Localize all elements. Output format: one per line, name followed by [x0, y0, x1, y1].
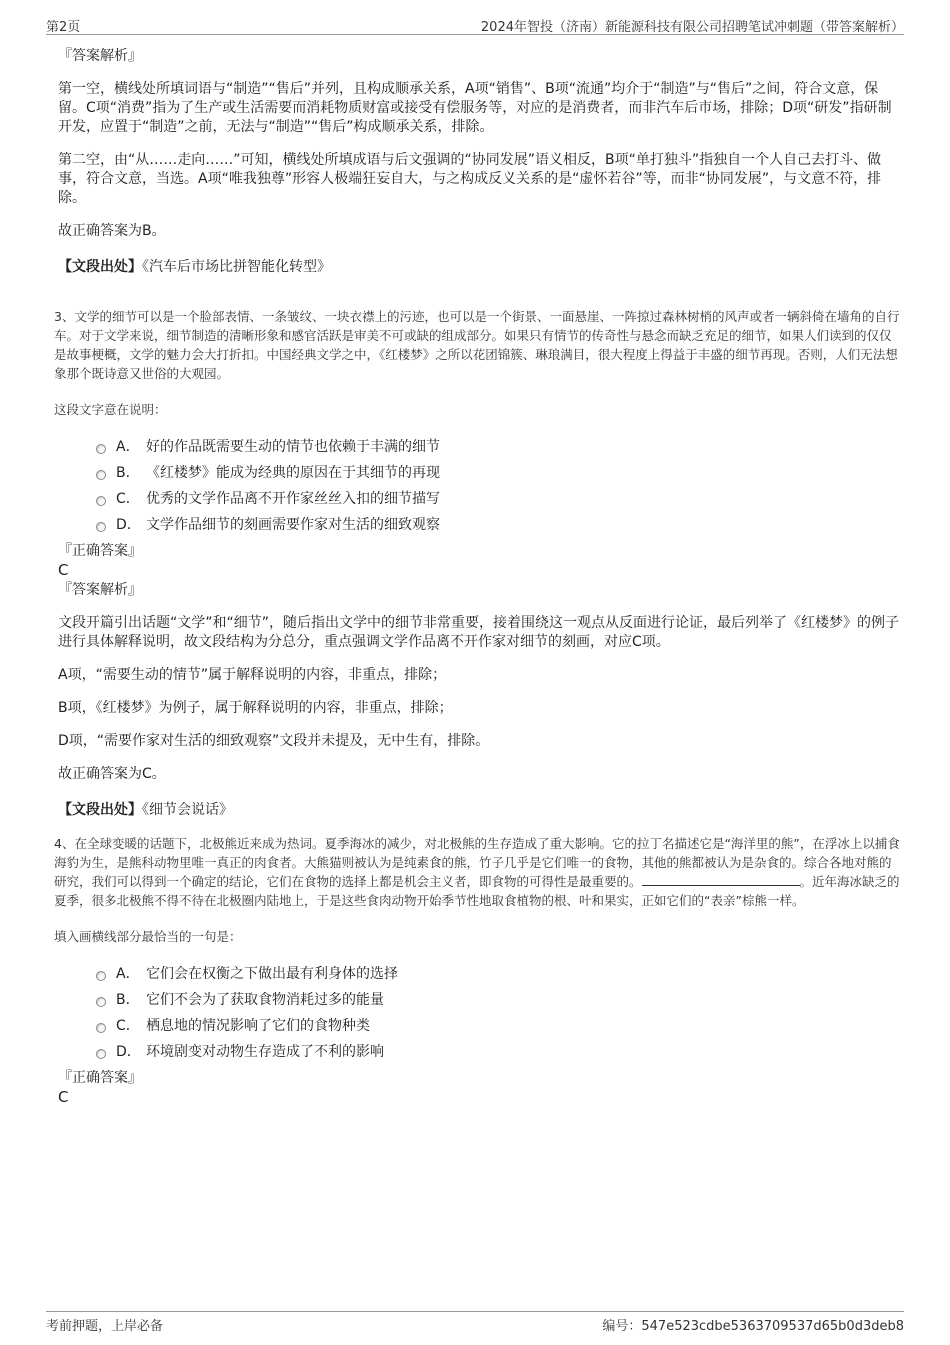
option-text: 优秀的文学作品离不开作家丝丝入扣的细节描写 — [146, 491, 440, 507]
analysis-paragraph: D项，“需要作家对生活的细致观察”文段并未提及，无中生有，排除。 — [58, 733, 490, 749]
source-line — [58, 800, 902, 820]
analysis-paragraph: B项，《红楼梦》为例子，属于解释说明的内容，非重点，排除； — [58, 700, 453, 716]
question-text-after: 。近年海冰缺乏的夏季，很多北极熊不得不待在北极圈内陆地上，于是这些食肉动物开始季节性地取食植物的根、叶和果实，正如它们的“表亲”棕熊一样。 — [54, 874, 900, 908]
question-3 — [54, 307, 902, 820]
correct-answer: C — [58, 1088, 69, 1106]
radio-button[interactable] — [96, 470, 106, 480]
option-c[interactable] — [96, 1012, 902, 1038]
option-letter: B． — [116, 992, 140, 1008]
option-text: 它们会在权衡之下做出最有利身体的选择 — [146, 966, 398, 982]
question-4 — [54, 834, 902, 1107]
option-text: 好的作品既需要生动的情节也依赖于丰满的细节 — [146, 439, 440, 455]
document-code — [602, 1315, 904, 1334]
option-a[interactable] — [96, 960, 902, 986]
question-text — [54, 834, 902, 910]
option-d[interactable] — [96, 1038, 902, 1064]
option-letter: B． — [116, 465, 140, 481]
option-letter: C． — [116, 491, 140, 507]
option-text: 环境剧变对动物生存造成了不利的影响 — [146, 1044, 384, 1060]
analysis-paragraph: 第一空，横线处所填词语与“制造”“售后”并列，且构成顺承关系，A项“销售”、B项“流通”均介于“制造”与“售后”之间，符合文意，保留。C项“消费”指为了生产或生活需要而消耗物质财富或接受有偿服务等，对应的是消费者，而非汽车后市场，排除；D项“研发”指研制开发，应置于“制造”之前，无法与“制造”“售后”构成顺承关系，排除。 — [58, 81, 892, 135]
option-text: 《红楼梦》能成为经典的原因在于其细节的再现 — [146, 465, 440, 481]
question-prompt: 填入画横线部分最恰当的一句是： — [54, 929, 242, 944]
conclusion: 故正确答案为C。 — [58, 766, 166, 782]
source-title: 《细节会说话》 — [142, 802, 233, 818]
option-b[interactable] — [96, 459, 902, 485]
radio-button[interactable] — [96, 1049, 106, 1059]
source-line — [58, 257, 902, 277]
option-letter: C． — [116, 1018, 140, 1034]
option-a[interactable] — [96, 433, 902, 459]
analysis-paragraph: 第二空，由“从……走向……”可知，横线处所填成语与后文强调的“协同发展”语义相反，B项“单打独斗”指独自一个人自己去打斗、做事，符合文意，当选。A项“唯我独尊”形容人极端狂妄自大，与之构成反义关系的是“虚怀若谷”等，而非“协同发展”，与文意不符，排除。 — [58, 152, 882, 206]
option-letter: D． — [116, 517, 141, 533]
source-title: 《汽车后市场比拼智能化转型》 — [142, 259, 331, 275]
radio-button[interactable] — [96, 1023, 106, 1033]
document-content — [54, 46, 902, 1107]
option-d[interactable] — [96, 511, 902, 537]
conclusion: 故正确答案为B。 — [58, 223, 166, 239]
option-letter: D． — [116, 1044, 141, 1060]
radio-button[interactable] — [96, 444, 106, 454]
answer-label: 『正确答案』 — [58, 1070, 142, 1086]
option-text: 文学作品细节的刻画需要作家对生活的细致观察 — [146, 517, 440, 533]
question-text: 3、文学的细节可以是一个脸部表情、一条皱纹、一块衣襟上的污迹，也可以是一个街景、一面悬崖、一阵掠过森林树梢的风声或者一辆斜倚在墙角的自行车。对于文学来说，细节制造的清晰形象和感官活跃是审美不可或缺的组成部分。如果只有情节的传奇性与悬念而缺乏充足的细节，如果人们读到的仅仅是故事梗概，文学的魅力会大打折扣。中国经典文学之中，《红楼梦》之所以花团锦簇、琳琅满目，很大程度上得益于丰盛的细节再现。否则，人们无法想象那个既诗意又世俗的大观园。 — [54, 309, 900, 381]
document-title: 2024年智投（济南）新能源科技有限公司招聘笔试冲刺题（带答案解析） — [480, 20, 904, 35]
option-b[interactable] — [96, 986, 902, 1012]
answer-label: 『正确答案』 — [58, 543, 142, 559]
source-label: 【文段出处】 — [58, 802, 142, 818]
option-c[interactable] — [96, 485, 902, 511]
question-prompt: 这段文字意在说明： — [54, 402, 167, 417]
option-letter: A． — [116, 966, 140, 982]
q2-analysis-section — [54, 46, 902, 277]
analysis-label: 『答案解析』 — [58, 582, 142, 598]
option-text: 它们不会为了获取食物消耗过多的能量 — [146, 992, 384, 1008]
page-header — [46, 14, 904, 35]
question-text-before: 4、在全球变暖的话题下，北极熊近来成为热词。夏季海冰的减少，对北极熊的生存造成了重大影响。它的拉丁名描述它是“海洋里的熊”，在浮冰上以捕食海豹为生，是熊科动物里唯一真正的肉食者。大熊猫则被认为是纯素食的熊，竹子几乎是它们唯一的食物，其他的熊都被认为是杂食的。综合各地对熊的研究，我们可以得到一个确定的结论，它们在食物的选择上都是机会主义者，即食物的可得性是最重要的。 — [54, 836, 900, 889]
option-letter: A． — [116, 439, 140, 455]
option-list — [96, 433, 902, 537]
code-value: 547e523cdbe5363709537d65b0d3deb8 — [641, 1319, 904, 1334]
analysis-label: 『答案解析』 — [58, 48, 142, 64]
option-list — [96, 960, 902, 1064]
analysis-paragraph: 文段开篇引出话题“文学”和“细节”，随后指出文学中的细节非常重要，接着围绕这一观点从反面进行论证，最后列举了《红楼梦》的例子进行具体解释说明，故文段结构为分总分，重点强调文学作品离不开作家对细节的刻画，对应C项。 — [58, 615, 900, 650]
correct-answer: C — [58, 561, 69, 579]
code-label: 编号： — [602, 1319, 642, 1334]
page-footer — [46, 1311, 904, 1332]
footer-slogan: 考前押题，上岸必备 — [46, 1319, 164, 1334]
radio-button[interactable] — [96, 522, 106, 532]
radio-button[interactable] — [96, 997, 106, 1007]
page-number: 第2页 — [46, 20, 81, 35]
radio-button[interactable] — [96, 971, 106, 981]
fill-blank — [642, 875, 800, 886]
source-label: 【文段出处】 — [58, 259, 142, 275]
option-text: 栖息地的情况影响了它们的食物种类 — [146, 1018, 370, 1034]
analysis-paragraph: A项，“需要生动的情节”属于解释说明的内容，非重点，排除； — [58, 667, 447, 683]
radio-button[interactable] — [96, 496, 106, 506]
